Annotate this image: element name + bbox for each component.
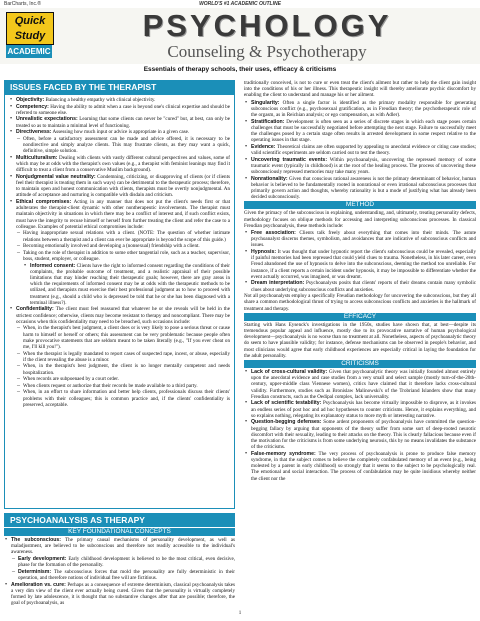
list-subitem: – Determinism: The subconscious forces that mold the personality are fully deterministic in their operation, and therefore notions of individual free will are fictitious. [18,569,235,581]
list-item: • Uncovering traumatic events: Within psychoanalysis, uncovering the repressed memory of some traumatic event (typically in childhood) is at the root of the healing process. The process of uncovering these subconsciously repressed memories may take many years. [251,157,476,176]
list-subitem: – When clients request or authorize that their records be made available to a third party. [23,383,230,389]
list-item: • Singularity: Often a single factor is identified as the primary modality responsible for generating subconscious conflict (e.g., psychosexual gratification, as in Freudian theory; the psychotherapeutic role of the orgasm, as in Reichian analysis; or ego compensation, as with Adler). [251,100,476,119]
list-item: • Stratification: Development is often seen as a series of discrete stages in which each stage poses certain challenges that must be successfully negotiated before attempting the next stage. Failure to successfully meet the challenges posed by a certain stage often results in arrested development in some respect relative to the operating issues in that stage. [251,119,476,144]
page-number: 1 [238,611,242,616]
logo-quick: Quick [6,12,54,30]
efficacy-subheading: EFFICACY [244,313,476,321]
quickstudy-logo [6,12,52,60]
list-item: • Unrealistic expectations: Learning that some clients can never be "cured" but, at best, can only be treated so as to maintain a minimal level of functioning. [16,116,230,128]
list-item: • Directiveness: Assessing how much input or advice is appropriate in a given case. [16,129,230,135]
top-bar [0,0,480,8]
list-item: • Nonjudgmental value neutrality: Condemning, criticizing, or disapproving of clients (or if clients feel their therapist is treating them in such ways) can be detrimental to the therapeutic process; therefore, to maintain open and honest communication with clients, therapists must be overtly nonjudgmental. An attitude of acceptance and nurturing is compatible with disdain and criticism. [16,174,230,199]
list-item: • Question-begging defenses: Some ardent proponents of psychoanalysis have committed the question-begging fallacy by arguing that opponents of the theory suffer from some sort of deep-rooted neurotic discomfort with their sexuality, leading to their attacks on the theory. This is clearly fallacious because even if the motivation for the criticisms is from some underlying neurosis, this by no means invalidates the substance of the criticisms. [251,419,476,450]
continued-paragraph: traditionally conceived, is not to cure or even treat the client's ailment but rather to help the client gain insight into the conditions of his or her illness. This therapeutic insight will thereby ameliorate psychic discomfort by enabling the client to understand and manage his or her ailment. [244,80,476,99]
logo-study: Study [6,28,54,45]
list-subitem: – Becoming emotionally involved and developing a (nonsexual) friendship with a client. [23,243,230,249]
list-subitem: – Taking on the role of therapist in addition to some other tangential role, such as a teacher, supervisor, boss, student, employer, or colleague. [23,250,230,262]
list-item: • Multiculturalism: Dealing with clients with vastly different cultural perspectives and values, some of which may be at odds with the therapist's own values (e.g., a therapist with feminist leanings may find it difficult to treat a client from a conservative Muslim background). [16,155,230,174]
page-title: PSYCHOLOGY [142,8,392,43]
list-subitem: – When the therapist is legally mandated to report cases of suspected rape, incest, or abuse, especially if the client revealing the abuse is a minor. [23,351,230,363]
list-subitem: – Often, before a satisfactory assessment can be made and advice offered, it is necessary to be nondirective and simply analyze clients. This may frustrate clients, as they may want a quick, definitive, simple solution. [23,136,230,155]
list-item: • Lack of cross-cultural validity: Given that psychoanalytic theory was initially founded almost entirely upon the anecdotal evidence and case studies from a very small and select sample (mostly turn-of-the-20th-century, upper-middle class Viennese women), critics have claimed that it therefore lacks cross-cultural validity. Furthermore, studies such as Bronislaw Malinowski's of the Trobriand Islanders show that many Freudian constructs, such as the Oedipal complex, lack universality. [251,369,476,400]
criticisms-list [244,369,476,482]
issues-box [4,94,235,509]
efficacy-text: Starting with Hans Eysenck's investigations in the 1950s, studies have shown that, at best—despite its tremendous popular appeal and influence, mostly due to its provocative narrative of human psychological development—psychoanalysis is no worse than no treatment at all. Nonetheless, aspects of psychoanalytic theory do seem to have plausible validity; for instance, defense mechanisms can be observed in people's behavior, and most clinicians would agree that early childhood experiences are especially critical in laying the foundation for the adult personality. [244,321,476,359]
list-subitem: – Early development: Early childhood development is believed to be the most critical, even decisive, phase for the formation of the personality. [18,556,235,568]
method-subheading: METHOD [244,201,476,209]
issues-list [9,97,230,408]
list-item: • Competency: Having the ability to admit when a case is beyond one's clinical expertise and should be referred to someone else. [16,104,230,116]
concepts-list [4,537,235,606]
left-column [4,80,235,607]
publisher-brand: BarCharts, Inc.® [4,1,42,7]
list-item: • The subconscious: The primary causal mechanisms of personality development, as well as maladjustment, are believed to be subconscious and therefore not readily accessible to the individual's awareness. [11,537,235,556]
header [0,8,480,64]
list-item: • False-memory syndrome: The very process of psychoanalysis is prone to produce false memory syndrome, in that the subject comes to believe the completely confabulated memory of an event (e.g., being molested by a parent in early childhood) so strongly that it seems to the subject to be psychologically real. The emotional and social interaction. The process of confabulation may be quite insidious whereby neither the client nor the [251,451,476,482]
criticisms-subheading: CRITICISMS [244,360,476,368]
list-subitem: – When, in the therapist's best judgment, the client is no longer mentally competent and needs hospitalization. [23,363,230,375]
right-column [244,80,476,482]
list-item: • Lack of scientific testability: Psychoanalysis has become virtually impossible to disprove, as it invokes an endless series of post hoc and ad hoc hypotheses to counter criticisms. Hence, it explains everything, and so explains nothing, relegating its explanatory status to more myth or interesting narrative. [251,400,476,419]
list-subitem: – Having inappropriate sexual relations with a client. (NOTE: The question of whether intimate relations between a therapist and a client can ever be appropriate is beyond the scope of this guide.) [23,230,230,242]
list-item: • Objectivity: Balancing a healthy empathy with clinical objectivity. [16,97,230,103]
page-subtitle: Counseling & Psychotherapy [167,42,367,61]
method-outro: Not all psychoanalysts employ a specifically Freudian methodology for uncovering the subconscious, but they all share a common methodological thrust of trying to access subconscious conflicts and anxieties is the hallmark of treatment and therapy. [244,293,476,312]
list-item: • Amelioration vs. cure: Perhaps as a consequence of extreme determinism, classical psychoanalysis takes a very dim view of the client ever actually being cured. Given that the personality is virtually completely formed by late adolescence, it is thought that no substantive changes after that are possible; therefore, the goal of psychoanalysis, as [11,582,235,607]
strapline: Essentials of therapy schools, their uses, efficacy & criticisms [143,66,337,73]
key-concepts-subheading: KEY FOUNDATIONAL CONCEPTS [4,528,235,536]
list-subitem: – When, in the therapist's best judgment, a client does or is very likely to pose a serious threat or cause harm to himself or herself or others; this assessment can be very problematic because people often make provocative statements that are seldom meant to be taken literally (e.g., "If you ever cheat on me, I'll kill you!"). [23,325,230,350]
list-item: • Confidentiality: The client must feel reassured that whatever he or she reveals will be held in the strictest confidence; otherwise, clients may become resistant to therapy and noncompliant. There may be occasions when this confidentiality may need to be breached, such occasions include: [16,306,230,325]
method-intro: Given the primacy of the subconscious in explaining, understanding, and, ultimately, treating personality defects, methodology focuses on oblique methods for accessing and interpreting subconscious processes. In classical Freudian psychoanalysis, these methods include: [244,210,476,229]
logo-academic: ACADEMIC [7,47,51,56]
list-subitem: • Informed consent: Clients have the right to informed consent regarding the conditions of their complaints, the probable outcome of treatment, and a realistic appraisal of their possible limitations that may hinder reaching their therapeutic goals; however, there are gray areas in which the requirements of informed consent may be at odds with the therapeutic methods to be utilized, and therapists must exercise their best professional judgment as to how to proceed with treatment (e.g., should a child who is depressed be told that he or she has been diagnosed with a terminal illness?). [30,263,230,306]
list-item: • Nonrationality: Given that conscious rational awareness is not the primary determinant of behavior, human behavior is believed to be fundamentally rooted in nonrational or even irrational subconscious processes that primarily govern action and thoughts, whereby rationality is but a mode of justifying what has already been decided subconsciously. [251,176,476,201]
issues-heading: ISSUES FACED BY THE THERAPIST [4,80,235,94]
list-subitem: – When records are subpoenaed by a court order. [23,376,230,382]
psychoanalysis-features-list [244,100,476,201]
list-item: • Hypnosis: It was thought that under hypnotic report the client's subconscious could be revealed, especially if painful memories had been repressed that could yield clues to trauma. Nonetheless, in his later career, even Freud abandoned the use of hypnosis to delve into the subconscious, deeming the method too unreliable. For instance, if a client reports a certain incident under hypnosis, it may be impossible to differentiate whether the event actually occurred, was imagined, or was dreamt. [251,249,476,280]
list-item: • Ethical compromises: Acting in any manner that does not put the client's needs first or that adulterates the therapist-client dynamic with other nontherapeutic involvements. The therapist must maintain objectivity in situations in which there may be a conflict of interest and, if such conflict exists, must have the integrity to recuse himself or herself from further treating the client and refer the case to a colleague. Examples of potential ethical compromises include: [16,199,230,230]
method-list [244,230,476,293]
psychoanalysis-heading: PSYCHOANALYSIS AS THERAPY [4,513,235,527]
list-item: • Free association: Clients talk freely about everything that comes into their minds. The astute psychoanalyst discerns themes, symbolism, and avoidances that are indicative of subconscious conflicts and issues. [251,230,476,249]
list-item: • Evidence: Theoretical claims are often supported by appealing to anecdotal evidence or citing case studies; valid scientific experiments are seldom carried out to test the theory. [251,144,476,156]
list-subitem: – When, in an effort to share information and better help clients, professionals discuss their clients' problems with their colleagues; this is common practice and, if the clients' confidentiality is preserved, acceptable. [23,389,230,408]
list-item: • Dream interpretation: Psychoanalysts posits that clients' reports of their dreams contain many symbolic clues about underlying subconscious conflicts and anxieties. [251,280,476,292]
tagline: WORLD'S #1 ACADEMIC OUTLINE [199,1,281,7]
